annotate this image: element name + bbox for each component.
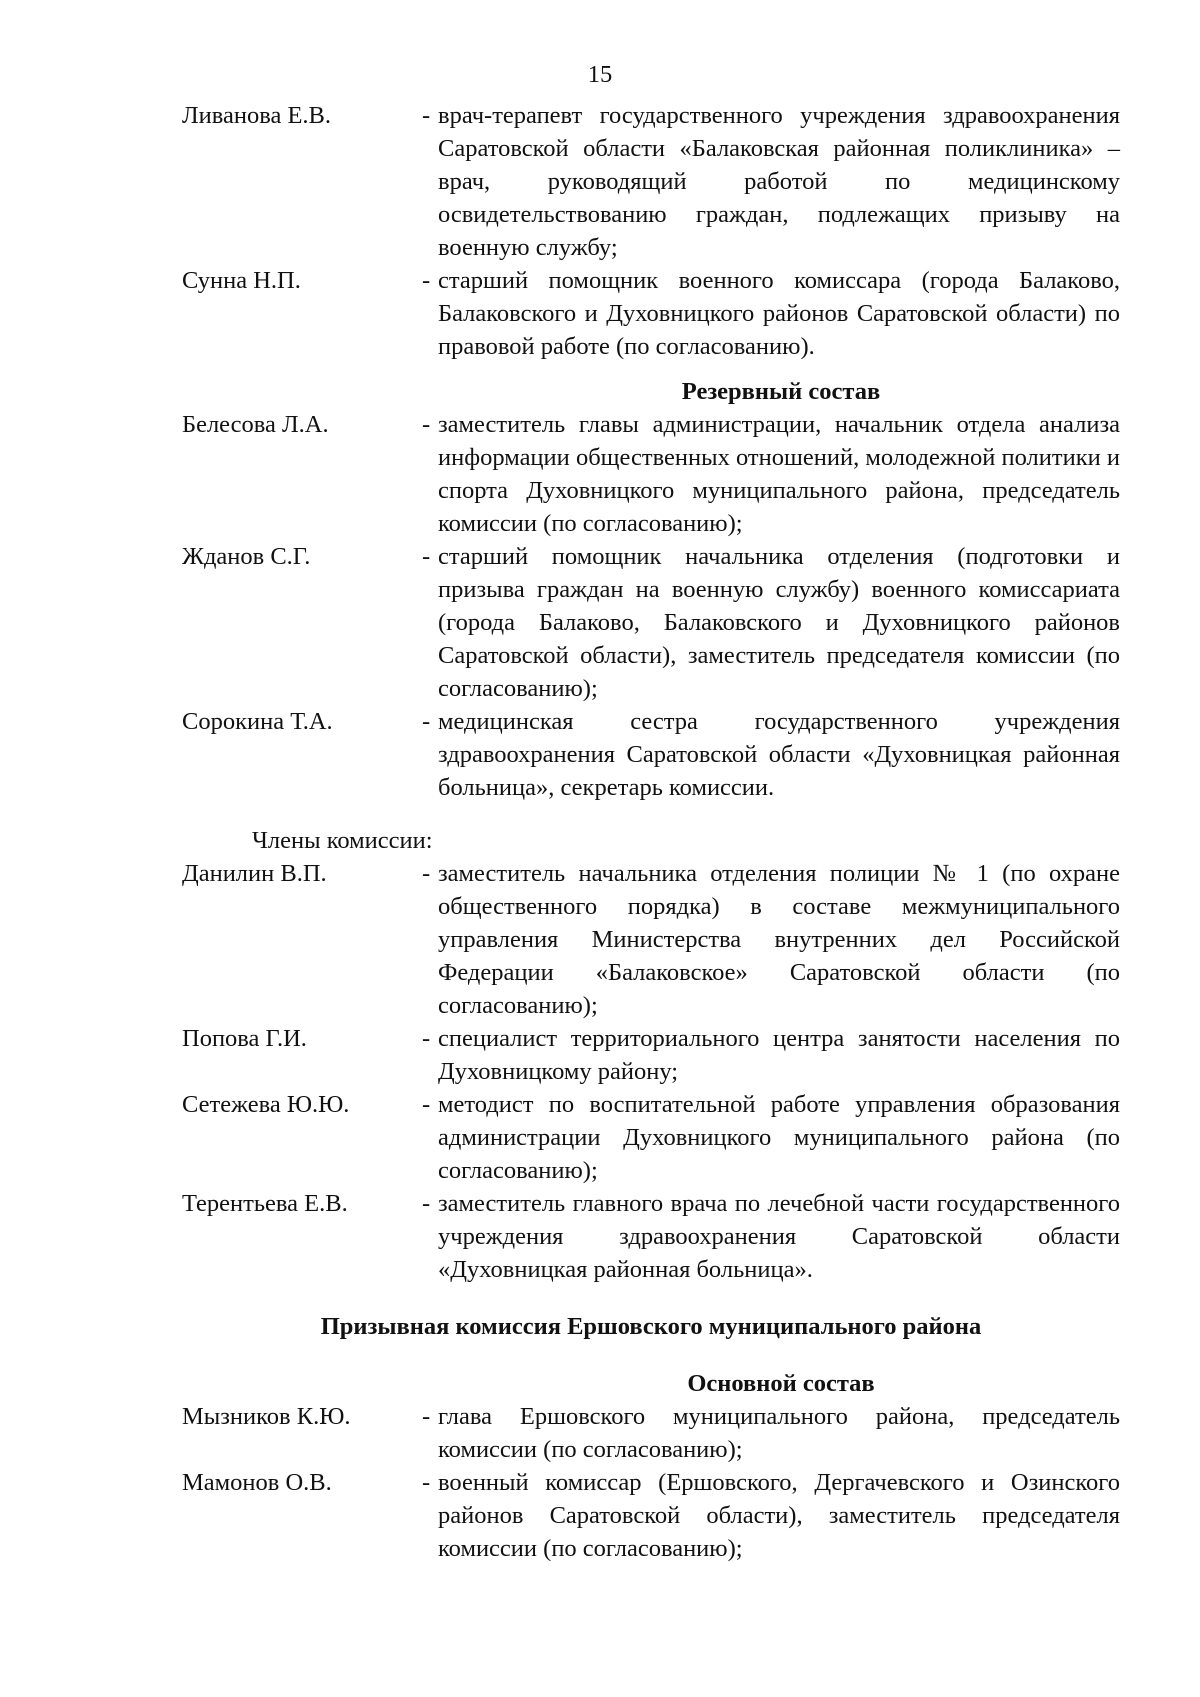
member-description [422,1088,1120,1187]
spacer [182,1343,1120,1367]
member-description [422,408,1120,540]
member-description [422,540,1120,705]
dash: - [422,1091,431,1118]
dash: - [422,1025,431,1052]
member-description [422,857,1120,1022]
member-description [422,1022,1120,1088]
member-name: Сорокина Т.А. [182,708,333,735]
member-entry [182,408,1120,540]
member-name: Жданов С.Г. [182,543,311,570]
dash: - [422,1403,431,1430]
members-label: Члены комиссии: [252,827,433,854]
section-subheading-main: Основной состав [687,1370,875,1397]
member-role: глава Ершовского муниципального района, председатель комиссии (по согласованию); [438,1403,1120,1463]
document-content [182,99,1120,1565]
member-entry [182,1187,1120,1286]
member-name: Мызников К.Ю. [182,1403,351,1430]
member-description [422,1187,1120,1286]
dash: - [422,708,431,735]
member-description [422,1466,1120,1565]
dash: - [422,102,431,129]
member-entry [182,857,1120,1022]
member-role: военный комиссар (Ершовского, Дергачевского и Озинского районов Саратовской области), заместитель председателя комиссии (по согласованию); [438,1469,1120,1562]
member-name: Мамонов О.В. [182,1469,332,1496]
member-entry [182,1400,1120,1466]
member-name: Ливанова Е.В. [182,102,332,129]
member-role: врач-терапевт государственного учреждения здравоохранения Саратовской области «Балаковская районная поликлиника» – врач, руководящий работой по медицинскому освидетельствованию граждан, подлежащих призыву на военную службу; [438,102,1120,261]
spacer [182,804,1120,824]
member-role: методист по воспитательной работе управления образования администрации Духовницкого муниципального района (по согласованию); [438,1091,1120,1184]
member-entry [182,705,1120,804]
dash: - [422,411,431,438]
member-description [422,1400,1120,1466]
section-heading-ershov: Призывная комиссия Ершовского муниципального района [320,1313,982,1340]
member-name: Сетежева Ю.Ю. [182,1091,350,1118]
member-entry [182,1022,1120,1088]
member-description [422,99,1120,264]
member-role: старший помощник военного комиссара (города Балаково, Балаковского и Духовницкого районов Саратовской области) по правовой работе (по согласованию). [438,267,1120,360]
member-name: Сунна Н.П. [182,267,301,294]
member-role: заместитель главного врача по лечебной части государственного учреждения здравоохранения Саратовской области «Духовницкая районная больница». [438,1190,1120,1283]
member-name: Данилин В.П. [182,860,327,887]
member-description [422,705,1120,804]
dash: - [422,267,431,294]
dash: - [422,543,431,570]
dash: - [422,1190,431,1217]
member-role: старший помощник начальника отделения (подготовки и призыва граждан на военную службу) военного комиссариата (города Балаково, Балаковского и Духовницкого районов Саратовской области), заместитель председателя комиссии (по согласованию); [438,543,1120,702]
member-role: медицинская сестра государственного учреждения здравоохранения Саратовской области «Духовницкая районная больница», секретарь комиссии. [438,708,1120,801]
member-entry [182,99,1120,264]
member-name: Попова Г.И. [182,1025,307,1052]
spacer [182,1286,1120,1310]
member-description [422,264,1120,363]
spacer [182,363,1120,375]
page-number: 15 [587,61,613,88]
member-entry [182,264,1120,363]
member-role: заместитель начальника отделения полиции № 1 (по охране общественного порядка) в составе межмуниципального управления Министерства внутренних дел Российской Федерации «Балаковское» Саратовской области (по согласованию); [438,860,1120,1019]
member-name: Терентьева Е.В. [182,1190,348,1217]
dash: - [422,1469,431,1496]
member-role: заместитель главы администрации, начальник отдела анализа информации общественных отношений, молодежной политики и спорта Духовницкого муниципального района, председатель комиссии (по согласованию); [438,411,1120,537]
section-heading-reserve: Резервный состав [681,378,881,405]
member-name: Белесова Л.А. [182,411,329,438]
member-entry [182,1466,1120,1565]
member-entry [182,540,1120,705]
dash: - [422,860,431,887]
member-role: специалист территориального центра занятости населения по Духовницкому району; [438,1025,1120,1085]
member-entry [182,1088,1120,1187]
